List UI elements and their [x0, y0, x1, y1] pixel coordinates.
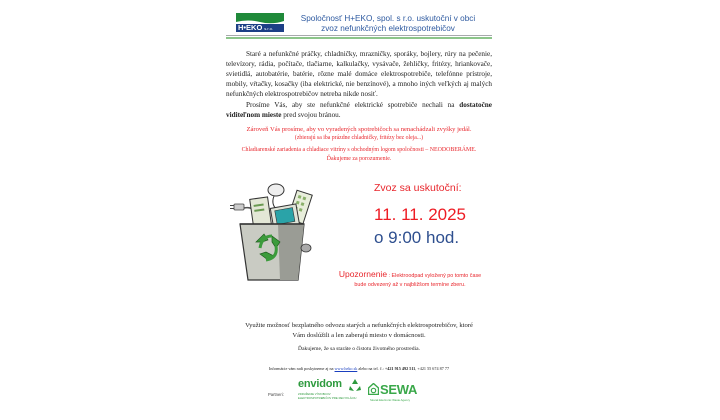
placement-paragraph: Prosíme Vás, aby ste nefunkčné elektrické spotrebiče nechali na dostatočne viditeľnom mieste pred svojou bránou. — [226, 101, 492, 119]
collection-date: 11. 11. 2025 — [374, 205, 467, 224]
contact-info: Informácie vám radi poskytneme aj na www.heko.sk alebo na tel. č.: +421 915 492 511, +421 55 674 87 77 — [268, 366, 450, 371]
envidom-logo: envidom ZDRUŽENIE VÝROBCOV ELEKTROSPOTREBIČOV PRE RECYKLÁCIU — [298, 378, 362, 414]
warning-lead: Upozornenie — [338, 269, 388, 279]
envidom-recycle-icon — [348, 378, 362, 392]
partners-label: Partneri: — [268, 392, 284, 397]
header-title — [288, 14, 488, 34]
sewa-logo: SEWA Slovak Electronic Waste Agency — [370, 382, 418, 402]
food-notice: Zároveň Vás prosíme, aby vo vyradených spotrebičoch sa nenachádzali zvyšky jedál. (zbierajú sa iba prázdne chladničky, fritézy bez oleja...) — [246, 126, 472, 141]
collection-time: o 9:00 hod. — [374, 228, 460, 247]
phone-primary: +421 915 492 511 — [384, 366, 416, 371]
emphasis-text: dostatočne viditeľnom mieste — [226, 101, 492, 119]
late-waste-warning: Upozornenie : Elektroodpad vyložený po tomto čase bude odvezený až v najbližšom termíne zberu. — [338, 269, 482, 288]
sewa-house-icon — [368, 383, 379, 395]
header-divider-green — [226, 37, 492, 39]
intro-paragraph: Staré a nefunkčné práčky, chladničky, mrazničky, sporáky, bojlery, rúry na pečenie, televízory, rádia, počítače, tlačiarne, kalkulačky, vysávače, žehličky, fritézy, hriankovače, svietidlá, autobatérie, batérie, rôzne malé domáce elektrospotrebiče, telefónne prístroje, mobily, vŕtačky, kosačky (iba elektrické, nie benzínové), a mnoho iných veľkých aj malých nefunkčných elektrospotrebičov netreba nikde nosiť. — [226, 50, 492, 98]
free-pickup-paragraph: Využite možnosť bezplatného odvozu starých a nefunkčných elektrospotrebičov, ktoré Vám doslúžili a len zaberajú miesto v domácnosti. — [245, 322, 473, 339]
refrigeration-notice: Chladiarenské zariadenia a chladiace vitríny s obchodným logom spoločnosti – NEODOBERÁME. Ďakujeme za porozumenie. — [241, 147, 477, 162]
heko-logo — [236, 13, 284, 32]
thanks-text: Ďakujeme, že sa staráte o čistotu životného prostredia. — [298, 346, 420, 352]
header-divider-gray — [226, 35, 492, 36]
website-link[interactable]: www.heko.sk — [334, 366, 358, 371]
header-title-line1: Spoločnosť H+EKO, spol. s r.o. uskutoční v obci — [300, 14, 476, 23]
collection-label: Zvoz sa uskutoční: — [374, 182, 462, 194]
logo-text: H•EKO s.r.o. — [236, 24, 284, 32]
phone-secondary: , +421 55 674 87 77 — [415, 366, 450, 371]
header-title-line2: zvoz nefunkčných elektrospotrebičov — [321, 24, 455, 33]
